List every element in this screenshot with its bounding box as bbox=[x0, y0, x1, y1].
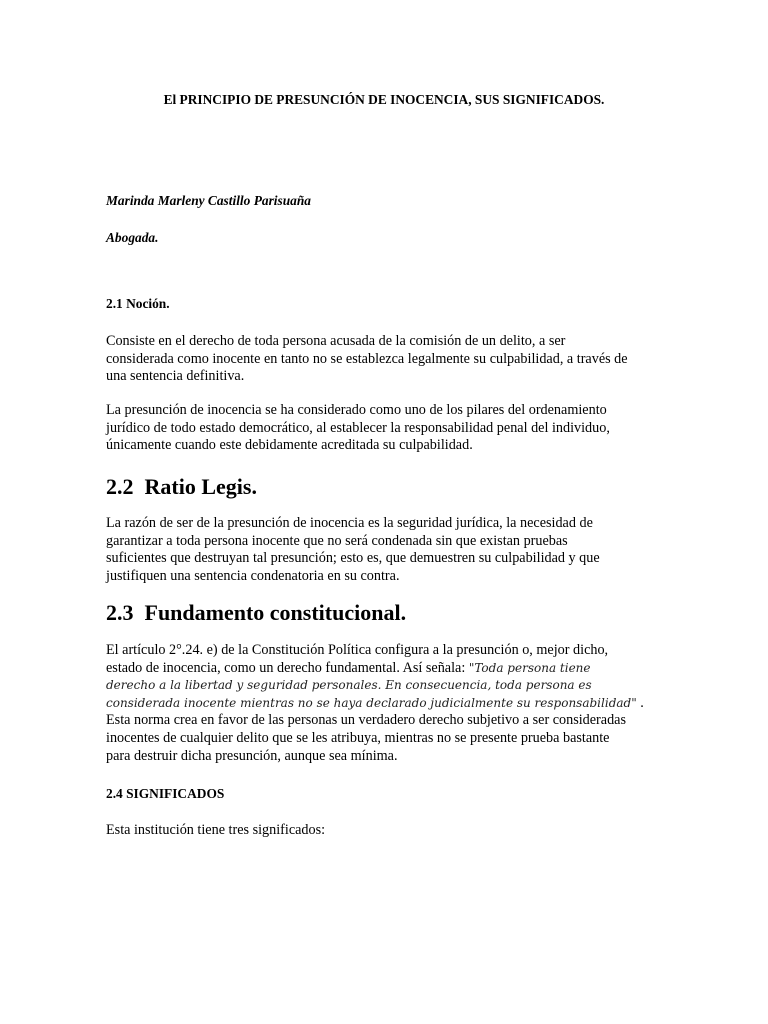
text-line: suficientes que destruyan tal presunción; esto es, que demuestren su culpabilidad y que bbox=[106, 550, 600, 567]
text-line: Consiste en el derecho de toda persona acusada de la comisión de un delito, a ser bbox=[106, 333, 566, 349]
author-name: Marinda Marleny Castillo Parisuaña bbox=[106, 193, 311, 208]
text-line bbox=[106, 660, 666, 678]
paragraph-nocion-1 bbox=[106, 333, 666, 386]
paragraph-ratio-legis bbox=[106, 515, 666, 585]
text-line: garantizar a toda persona inocente que no será condenada sin que existan pruebas bbox=[106, 532, 568, 549]
text-line: para destruir dicha presunción, aunque sea mínima. bbox=[106, 747, 398, 764]
text-line: La razón de ser de la presunción de inocencia es la seguridad jurídica, la necesidad de bbox=[106, 515, 593, 531]
text-segment: estado de inocencia, como un derecho fundamental. Así señala: bbox=[106, 659, 469, 676]
text-line: La presunción de inocencia se ha considerado como uno de los pilares del ordenamiento bbox=[106, 402, 607, 418]
text-line: inocentes de cualquier delito que se les atribuya, mientras no se presente prueba bastante bbox=[106, 729, 610, 746]
author-profession: Abogada. bbox=[106, 230, 159, 245]
constitution-quote: derecho a la libertad y seguridad personales. En consecuencia, toda persona es bbox=[106, 678, 592, 693]
text-line: una sentencia definitiva. bbox=[106, 368, 245, 385]
text-line: justifiquen una sentencia condenatoria en su contra. bbox=[106, 567, 400, 584]
paragraph-nocion-2 bbox=[106, 402, 666, 455]
paragraph-significados bbox=[106, 822, 666, 840]
text-line: únicamente cuando este debidamente acreditada su culpabilidad. bbox=[106, 437, 473, 454]
text-line: Esta institución tiene tres significados: bbox=[106, 822, 326, 838]
text-line: considerada como inocente en tanto no se establezca legalmente su culpabilidad, a través de bbox=[106, 350, 628, 367]
text-segment: . bbox=[636, 694, 644, 711]
constitution-quote: considerada inocente mientras no se haya declarado judicialmente su responsabilidad" bbox=[106, 695, 637, 710]
heading-nocion: 2.1 Noción. bbox=[106, 296, 170, 311]
text-line: Esta norma crea en favor de las personas un verdadero derecho subjetivo a ser consideradas bbox=[106, 712, 626, 729]
text-line: jurídico de todo estado democrático, al establecer la responsabilidad penal del individuo, bbox=[106, 419, 610, 436]
heading-fundamento-constitucional: 2.3 Fundamento constitucional. bbox=[106, 600, 407, 625]
paragraph-fundamento bbox=[106, 642, 666, 765]
document-title: El PRINCIPIO DE PRESUNCIÓN DE INOCENCIA, SUS SIGNIFICADOS. bbox=[163, 92, 605, 107]
text-line: El artículo 2°.24. e) de la Constitución Política configura a la presunción o, mejor dicho, bbox=[106, 642, 609, 658]
heading-ratio-legis: 2.2 Ratio Legis. bbox=[106, 474, 257, 499]
heading-significados: 2.4 SIGNIFICADOS bbox=[106, 786, 225, 801]
text-line bbox=[106, 695, 666, 713]
constitution-quote: "Toda persona tiene bbox=[468, 660, 591, 675]
